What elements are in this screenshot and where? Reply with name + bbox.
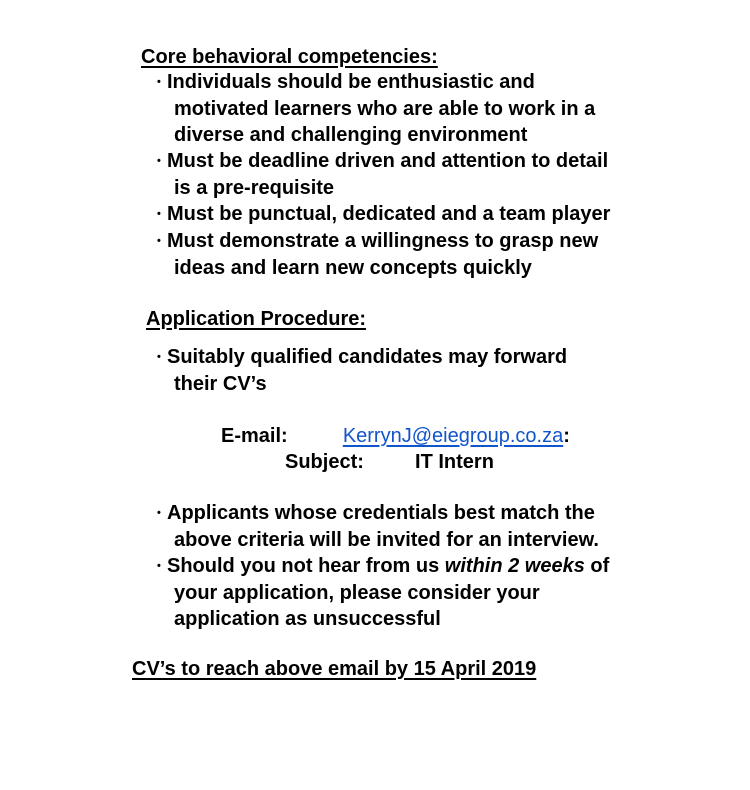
bullet-icon: • — [157, 560, 161, 572]
bullet-icon: • — [157, 351, 161, 363]
application-procedure-heading: Application Procedure: — [146, 308, 367, 330]
email-label: E-mail: — [221, 425, 288, 447]
subject-label: Subject: — [285, 451, 364, 473]
email-row — [221, 423, 570, 449]
core-competencies-heading: Core behavioral competencies: — [141, 46, 438, 68]
email-suffix: : — [563, 425, 570, 447]
email-link[interactable]: KerrynJ@eiegroup.co.za — [342, 425, 564, 447]
bullet-icon: • — [157, 208, 161, 220]
subject-row — [285, 449, 494, 475]
bullet-icon: • — [157, 235, 161, 247]
deadline-note: CV’s to reach above email by 15 April 2019 — [132, 658, 537, 680]
bullet-icon: • — [157, 507, 161, 519]
emphasis-text: within 2 weeks — [444, 555, 585, 577]
list-item: • Individuals should be enthusiastic and motivated learners who are able to work in a diverse and challenging environment — [157, 71, 596, 146]
list-item: • Applicants whose credentials best match the above criteria will be invited for an interview. — [157, 502, 599, 551]
list-item: • Suitably qualified candidates may forward their CV’s — [157, 346, 568, 395]
list-item: • Must be punctual, dedicated and a team player — [157, 201, 610, 228]
list-item: • Must be deadline driven and attention to detail is a pre-requisite — [157, 150, 609, 199]
list-item: • Must demonstrate a willingness to grasp new ideas and learn new concepts quickly — [157, 230, 599, 279]
bullet-icon: • — [157, 76, 161, 88]
subject-value: IT Intern — [415, 451, 494, 473]
list-item: • Should you not hear from us within 2 weeks of your application, please consider your application as unsuccessful — [157, 555, 610, 630]
bullet-icon: • — [157, 155, 161, 167]
